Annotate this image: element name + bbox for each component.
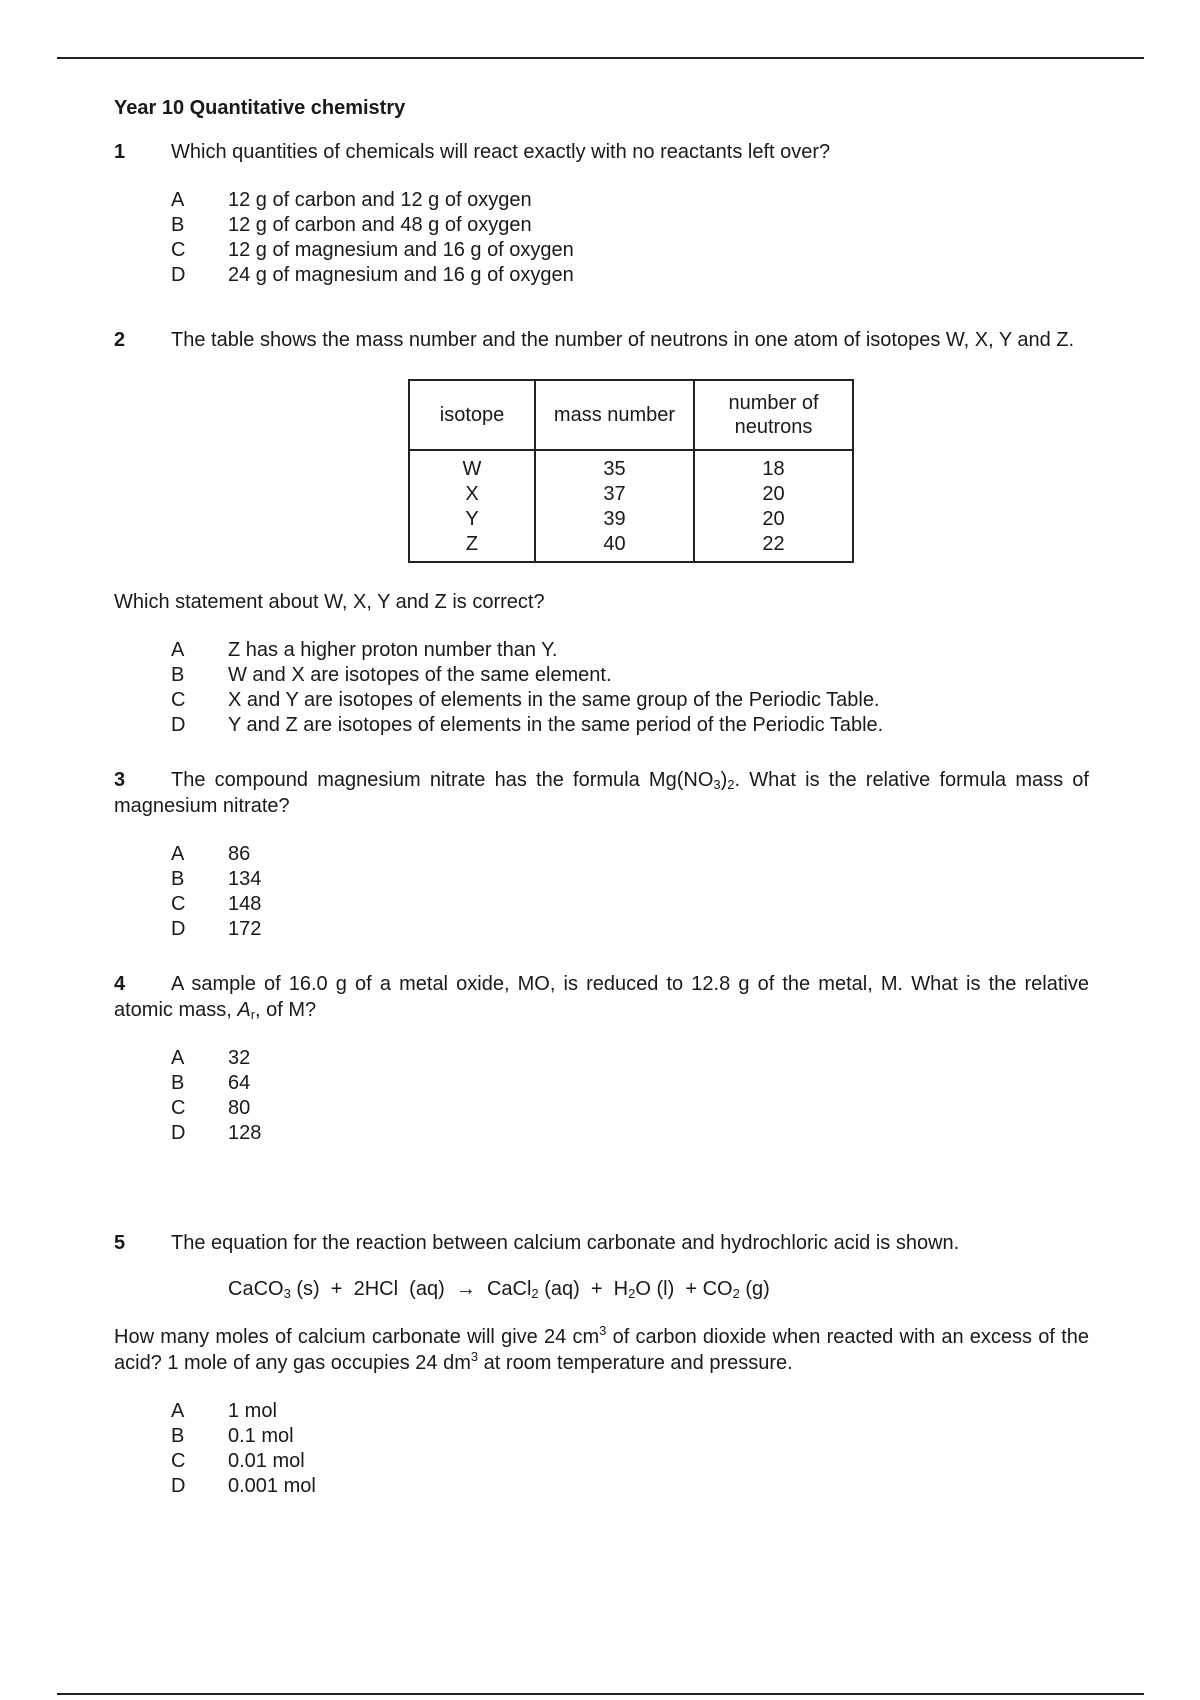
option-text: 86 [228,842,251,865]
question-1-option-a [171,187,1089,212]
header-number-of-neutrons [694,380,853,450]
question-3-number: 3 [114,769,126,791]
option-text: 128 [228,1121,262,1144]
option-text: X and Y are isotopes of elements in the same group of the Periodic Table. [228,688,880,711]
header-neutrons-text: number of neutrons [728,392,819,438]
subscript: 3 [283,1286,291,1301]
question-1-stem [114,139,1089,165]
question-2 [114,327,1089,737]
option-letter: B [171,213,185,236]
question-2-option-c [171,687,1089,712]
question-3-stem [114,767,1089,819]
question-4-option-a [171,1045,1089,1070]
option-text: 0.1 mol [228,1424,294,1447]
question-5-option-d [171,1473,1089,1498]
prompt-part: at room temperature and pressure. [478,1352,793,1374]
question-4-option-c [171,1095,1089,1120]
isotope-table [408,379,854,563]
subscript: 2 [727,777,735,792]
question-2-option-a [171,637,1089,662]
table-cell: Y [465,508,479,530]
question-5-option-c [171,1448,1089,1473]
question-5-stem [114,1230,1089,1256]
question-1 [114,139,1089,287]
table-cell: 37 [603,483,626,505]
isotope-table-body-row [409,450,853,562]
table-cell: 40 [603,533,626,555]
question-5 [114,1230,1089,1498]
option-letter: B [171,1424,185,1447]
question-3-option-a [171,841,1089,866]
question-1-number: 1 [114,141,126,163]
option-text: 0.01 mol [228,1449,305,1472]
equation-part: (aq) + H [538,1278,629,1300]
superscript: 3 [470,1349,479,1364]
worksheet-title: Year 10 Quantitative chemistry [114,97,406,119]
question-5-text: The equation for the reaction between calcium carbonate and hydrochloric acid is shown. [171,1232,960,1254]
question-4-option-d [171,1120,1089,1145]
bottom-rule [57,1693,1144,1695]
question-2-number: 2 [114,329,126,351]
option-text: 12 g of magnesium and 16 g of oxygen [228,238,574,261]
question-2-stem [114,327,1089,353]
prompt-part: of carbon dioxide when reacted with an excess of the acid? 1 mole of any gas occupies 24 dm [114,1326,1089,1374]
chemical-equation [228,1276,1089,1302]
table-cell: W [462,458,482,480]
question-4-number: 4 [114,973,126,995]
equation-part: CaCO [228,1278,284,1300]
equation-part: (g) [739,1278,770,1300]
question-5-number: 5 [114,1232,126,1254]
option-letter: C [171,688,186,711]
question-5-options [171,1398,1089,1498]
question-1-options [171,187,1089,287]
question-1-option-b [171,212,1089,237]
mass-number-column [535,450,694,562]
question-3-option-b [171,866,1089,891]
question-3-options [171,841,1089,941]
option-letter: B [171,663,185,686]
prompt-part: How many moles of calcium carbonate will give 24 cm [114,1326,600,1348]
question-1-option-d [171,262,1089,287]
question-2-option-d [171,712,1089,737]
question-3 [114,767,1089,941]
header-mass-number: mass number [535,380,694,450]
question-3-option-c [171,891,1089,916]
option-text: 80 [228,1096,251,1119]
option-text: 12 g of carbon and 48 g of oxygen [228,213,532,236]
top-rule [57,57,1144,59]
option-text: 64 [228,1071,251,1094]
question-2-option-b [171,662,1089,687]
question-3-text-c: . What is the relative formula mass of magnesium nitrate? [114,769,1089,817]
option-letter: D [171,713,186,736]
option-letter: A [171,1046,185,1069]
question-5-prompt [114,1324,1089,1376]
equation-part: (s) + 2HCl (aq) → CaCl [290,1278,532,1300]
question-4-option-b [171,1070,1089,1095]
isotope-column [409,450,535,562]
option-text: 32 [228,1046,251,1069]
question-2-statement: Which statement about W, X, Y and Z is correct? [114,591,545,613]
subscript: r [250,1007,256,1022]
table-cell: 18 [762,458,785,480]
question-2-text: The table shows the mass number and the number of neutrons in one atom of isotopes W, X, Y and Z. [171,329,1075,351]
question-4-text-a: A sample of 16.0 g of a metal oxide, MO, is reduced to 12.8 g of the metal, M. What is the relative atomic mass, [114,973,1089,1021]
question-3-option-d [171,916,1089,941]
option-letter: A [171,1399,185,1422]
subscript: 3 [713,777,721,792]
question-4 [114,971,1089,1145]
question-5-option-b [171,1423,1089,1448]
option-text: 0.001 mol [228,1474,316,1497]
table-cell: 35 [603,458,626,480]
option-text: Z has a higher proton number than Y. [228,638,558,661]
option-letter: C [171,1449,186,1472]
worksheet-page [114,95,1089,1498]
question-4-stem [114,971,1089,1023]
subscript: 2 [732,1286,740,1301]
subscript: 2 [531,1286,539,1301]
table-cell: 20 [762,483,785,505]
option-letter: D [171,1474,186,1497]
option-letter: A [171,842,185,865]
option-text: Y and Z are isotopes of elements in the same period of the Periodic Table. [228,713,884,736]
option-text: 148 [228,892,262,915]
table-cell: 20 [762,508,785,530]
question-2-options [171,637,1089,737]
option-letter: B [171,1071,185,1094]
header-isotope: isotope [409,380,535,450]
table-cell: X [465,483,479,505]
relative-atomic-mass-symbol: A [237,999,251,1021]
option-text: 12 g of carbon and 12 g of oxygen [228,188,532,211]
superscript: 3 [599,1323,607,1338]
table-cell: 39 [603,508,626,530]
option-letter: B [171,867,185,890]
option-letter: C [171,238,186,261]
table-cell: 22 [762,533,785,555]
question-4-options [171,1045,1089,1145]
question-3-text-a: The compound magnesium nitrate has the formula Mg(NO [171,769,714,791]
option-letter: A [171,638,185,661]
option-text: 1 mol [228,1399,277,1422]
option-text: 172 [228,917,262,940]
question-3-text-b: ) [720,769,728,791]
question-1-option-c [171,237,1089,262]
equation-part: O (l) + CO [635,1278,733,1300]
subscript: 2 [628,1286,636,1301]
option-text: 134 [228,867,262,890]
option-letter: D [171,263,186,286]
question-1-text: Which quantities of chemicals will react exactly with no reactants left over? [171,141,831,163]
option-letter: A [171,188,185,211]
neutrons-column [694,450,853,562]
table-cell: Z [465,533,479,555]
option-letter: C [171,892,186,915]
option-text: W and X are isotopes of the same element. [228,663,612,686]
option-letter: C [171,1096,186,1119]
option-letter: D [171,1121,186,1144]
option-letter: D [171,917,186,940]
question-5-option-a [171,1398,1089,1423]
question-4-text-b: , of M? [255,999,317,1021]
option-text: 24 g of magnesium and 16 g of oxygen [228,263,574,286]
isotope-table-header-row [409,380,853,450]
